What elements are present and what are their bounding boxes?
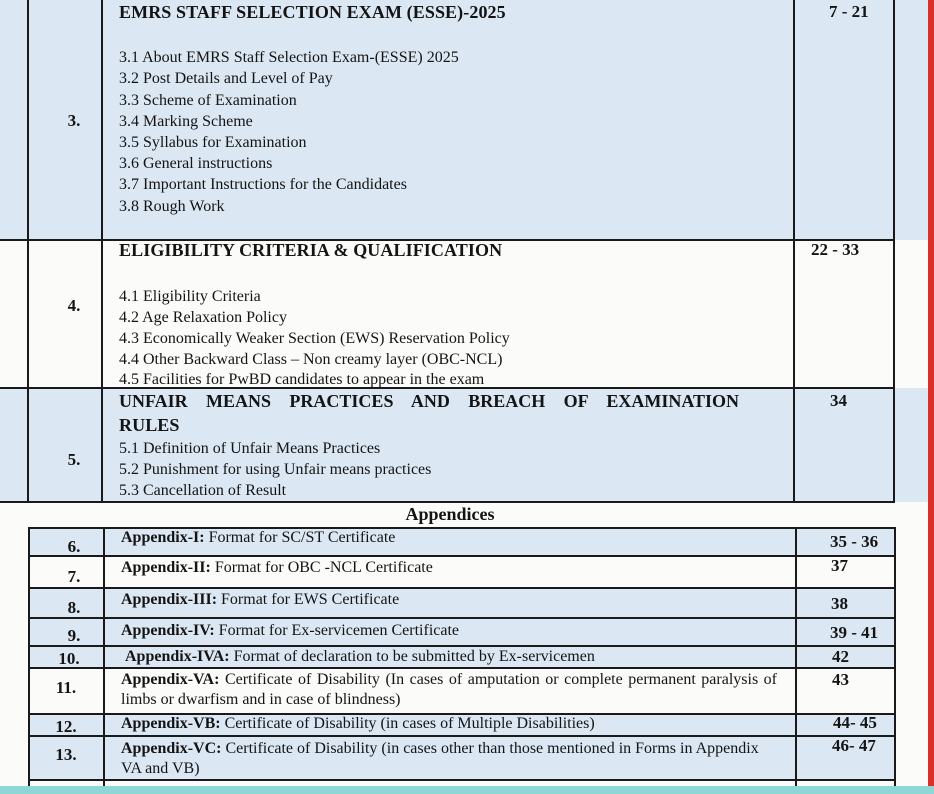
appendix-number: 8. [67,598,81,617]
toc-item: 3.2 Post Details and Level of Pay [119,70,333,87]
toc-item: 4.4 Other Backward Class – Non creamy layer (OBC-NCL) [119,351,503,368]
rule [793,0,795,502]
rule [0,501,895,503]
appendix-number: 7. [67,567,81,586]
section-title-continued: RULES [119,415,180,435]
rule [893,0,895,502]
page-range: 44- 45 [833,713,877,732]
appendix-entry [121,590,781,610]
toc-item: 5.2 Punishment for using Unfair means practices [119,461,432,478]
rule [28,617,896,619]
page-range: 34 [830,391,847,410]
section-title: EMRS STAFF SELECTION EXAM (ESSE)-2025 [119,2,506,22]
toc-item: 3.7 Important Instructions for the Candidates [119,176,407,193]
appendix-entry [121,558,781,578]
toc-item: 3.1 About EMRS Staff Selection Exam-(ESSE) 2025 [119,49,459,66]
rule [28,587,896,589]
page-range: 37 [831,556,848,575]
page-range: 35 - 36 [830,532,879,551]
appendix-label: Appendix-I: [121,529,205,546]
toc-item: 4.2 Age Relaxation Policy [119,309,287,326]
toc-item: 4.5 Facilities for PwBD candidates to appear in the exam [119,371,485,388]
section-number: 3. [67,111,81,130]
appendix-number: 10. [58,649,80,668]
appendix-text: Format for EWS Certificate [221,591,400,608]
appendix-label: Appendix-VC: [121,740,222,757]
toc-item: 4.1 Eligibility Criteria [119,288,261,305]
page-range: 42 [832,647,849,666]
page-range: 39 - 41 [830,623,879,642]
appendix-text: Format for OBC -NCL Certificate [214,559,433,576]
section-number: 4. [67,296,81,315]
appendix-number: 9. [67,626,81,645]
appendix-entry [121,528,781,548]
rule [28,735,896,737]
appendix-label: Appendix-VA: [121,671,220,688]
appendix-entry [121,621,781,641]
appendix-entry [125,647,785,667]
appendix-text: Format of declaration to be submitted by Ex-servicemen [233,648,595,665]
rule [28,667,896,669]
appendix-entry [121,739,777,779]
appendix-number: 13. [55,745,77,764]
toc-item: 3.4 Marking Scheme [119,113,253,130]
appendix-text: Certificate of Disability (In cases of amputation or complete permanent paralysis of limbs or dwarfism and in case of blindness) [121,671,778,708]
toc-item: 3.6 General instructions [119,155,273,172]
rule [795,528,797,788]
toc-item: 3.3 Scheme of Examination [119,92,297,109]
rule [28,555,896,557]
toc-item: 5.1 Definition of Unfair Means Practices [119,440,381,457]
toc-item: 5.3 Cancellation of Result [119,482,287,499]
page-range: 46- 47 [832,736,876,755]
appendices-heading: Appendices [405,504,495,524]
appendix-label: Appendix-III: [121,591,218,608]
section-number: 5. [67,450,81,469]
bottom-bar [0,786,934,794]
toc-item: 4.3 Economically Weaker Section (EWS) Reservation Policy [119,330,510,347]
appendix-number: 11. [55,678,77,697]
rule [101,0,103,502]
rule [894,528,896,788]
page-range: 43 [832,670,849,689]
appendix-entry [121,670,777,710]
rule [28,779,896,781]
rule [27,0,29,502]
appendix-label: Appendix-II: [121,559,211,576]
toc-item: 3.5 Syllabus for Examination [119,134,307,151]
page-range: 7 - 21 [829,2,869,21]
appendix-label: Appendix-IV: [121,622,215,639]
page-range: 38 [831,594,848,613]
appendix-label: Appendix-IVA: [125,648,230,665]
appendix-text: Format for SC/ST Certificate [208,529,396,546]
appendix-number: 6. [67,537,81,556]
toc-item: 3.8 Rough Work [119,198,225,215]
appendix-text: Certificate of Disability (in cases other than those mentioned in Forms in Appendix VA and VB) [121,740,759,777]
appendix-text: Certificate of Disability (in cases of Multiple Disabilities) [224,715,595,732]
page-edge [928,0,934,794]
appendix-entry [121,714,781,734]
section-title: ELIGIBILITY CRITERIA & QUALIFICATION [119,240,503,260]
page-range: 22 - 33 [811,240,860,259]
appendix-label: Appendix-VB: [121,715,221,732]
appendix-text: Format for Ex-servicemen Certificate [218,622,460,639]
appendix-number: 12. [55,717,77,736]
section-title: UNFAIR MEANS PRACTICES AND BREACH OF EXAMINATION [119,391,739,411]
